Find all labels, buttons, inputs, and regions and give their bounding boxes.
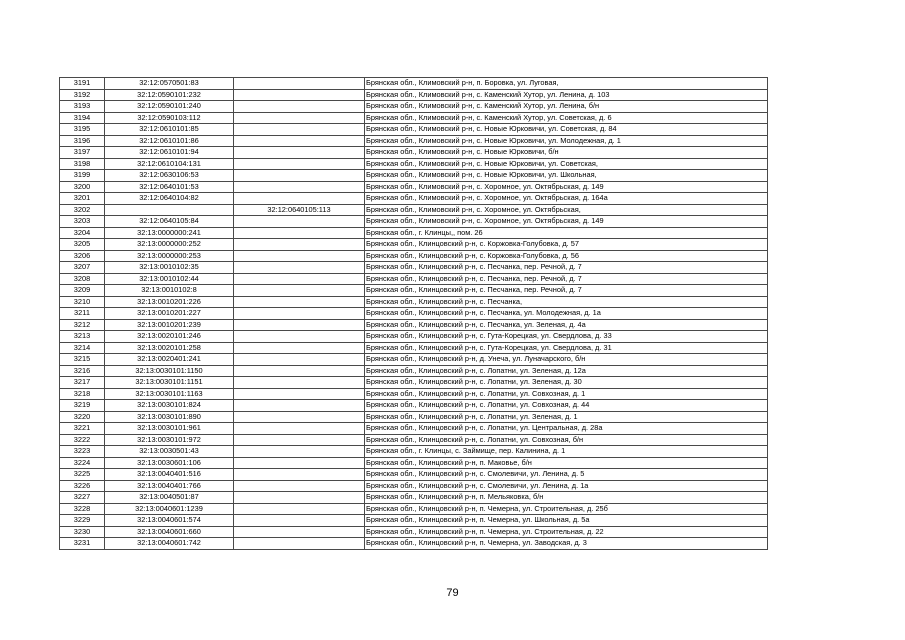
row-number: 3231 <box>60 538 105 550</box>
row-number: 3219 <box>60 400 105 412</box>
table-row <box>60 331 768 343</box>
cadastral-number-alt <box>234 411 365 423</box>
cadastral-number: 32:12:0570501:83 <box>105 78 234 90</box>
address: Брянская обл., Климовский р-н, с. Хоромное, ул. Октябрьская, д. 164а <box>365 193 768 205</box>
cadastral-number-alt <box>234 296 365 308</box>
cadastral-number <box>105 204 234 216</box>
address: Брянская обл., Клинцовский р-н, с. Лопатни, ул. Совхозная, б/н <box>365 434 768 446</box>
row-number: 3209 <box>60 285 105 297</box>
cadastral-number: 32:13:0010201:239 <box>105 319 234 331</box>
cadastral-number-alt <box>234 181 365 193</box>
row-number: 3203 <box>60 216 105 228</box>
cadastral-number-alt <box>234 480 365 492</box>
row-number: 3226 <box>60 480 105 492</box>
cadastral-number-alt <box>234 273 365 285</box>
table-row <box>60 250 768 262</box>
cadastral-number: 32:13:0030101:972 <box>105 434 234 446</box>
cadastral-number-alt <box>234 526 365 538</box>
cadastral-number: 32:13:0010102:35 <box>105 262 234 274</box>
cadastral-number-alt <box>234 503 365 515</box>
table-row <box>60 503 768 515</box>
cadastral-number: 32:13:0030101:890 <box>105 411 234 423</box>
address: Брянская обл., Клинцовский р-н, с. Лопатни, ул. Зеленая, д. 30 <box>365 377 768 389</box>
address: Брянская обл., Климовский р-н, с. Новые Юрковичи, ул. Молодежная, д. 1 <box>365 135 768 147</box>
address: Брянская обл., Клинцовский р-н, с. Гута-Корецкая, ул. Свердлова, д. 33 <box>365 331 768 343</box>
table-row <box>60 319 768 331</box>
table-row <box>60 170 768 182</box>
address: Брянская обл., Клинцовский р-н, с. Лопатни, ул. Совхозная, д. 1 <box>365 388 768 400</box>
address: Брянская обл., Клинцовский р-н, п. Маковье, б/н <box>365 457 768 469</box>
cadastral-number: 32:12:0590101:232 <box>105 89 234 101</box>
cadastral-number-alt <box>234 342 365 354</box>
cadastral-number-alt <box>234 331 365 343</box>
row-number: 3225 <box>60 469 105 481</box>
table-row <box>60 388 768 400</box>
cadastral-number-alt <box>234 135 365 147</box>
table-row <box>60 193 768 205</box>
table-row <box>60 89 768 101</box>
cadastral-number-alt <box>234 262 365 274</box>
cadastral-number-alt <box>234 434 365 446</box>
table-row <box>60 227 768 239</box>
address: Брянская обл., Климовский р-н, п. Боровка, ул. Луговая, <box>365 78 768 90</box>
cadastral-number: 32:12:0640105:84 <box>105 216 234 228</box>
address: Брянская обл., Клинцовский р-н, п. Чемерна, ул. Школьная, д. 5а <box>365 515 768 527</box>
row-number: 3202 <box>60 204 105 216</box>
cadastral-number-alt <box>234 101 365 113</box>
table-row <box>60 262 768 274</box>
address: Брянская обл., Климовский р-н, с. Новые Юрковичи, ул. Школьная, <box>365 170 768 182</box>
cadastral-number-alt <box>234 457 365 469</box>
cadastral-number-alt <box>234 250 365 262</box>
cadastral-number: 32:13:0000000:241 <box>105 227 234 239</box>
cadastral-number-alt <box>234 89 365 101</box>
table-row <box>60 480 768 492</box>
address: Брянская обл., Клинцовский р-н, п. Чемерна, ул. Строительная, д. 22 <box>365 526 768 538</box>
cadastral-number: 32:12:0590103:112 <box>105 112 234 124</box>
row-number: 3191 <box>60 78 105 90</box>
address: Брянская обл., Клинцовский р-н, с. Лопатни, ул. Зеленая, д. 12а <box>365 365 768 377</box>
cadastral-number: 32:13:0010102:44 <box>105 273 234 285</box>
cadastral-number-alt <box>234 170 365 182</box>
cadastral-number: 32:13:0040401:766 <box>105 480 234 492</box>
address: Брянская обл., г. Клинцы, с. Займище, пер. Калинина, д. 1 <box>365 446 768 458</box>
row-number: 3208 <box>60 273 105 285</box>
table-row <box>60 308 768 320</box>
cadastral-number: 32:13:0010201:226 <box>105 296 234 308</box>
address: Брянская обл., Клинцовский р-н, п. Чемерна, ул. Заводская, д. 3 <box>365 538 768 550</box>
table-row <box>60 342 768 354</box>
row-number: 3211 <box>60 308 105 320</box>
cadastral-number-alt <box>234 308 365 320</box>
cadastral-number: 32:13:0020401:241 <box>105 354 234 366</box>
row-number: 3206 <box>60 250 105 262</box>
row-number: 3199 <box>60 170 105 182</box>
cadastral-number: 32:12:0610104:131 <box>105 158 234 170</box>
cadastral-number: 32:12:0610101:94 <box>105 147 234 159</box>
table-row <box>60 515 768 527</box>
cadastral-number-alt <box>234 216 365 228</box>
cadastral-number-alt <box>234 446 365 458</box>
table-row <box>60 492 768 504</box>
cadastral-number: 32:12:0630106:53 <box>105 170 234 182</box>
cadastral-number-alt <box>234 158 365 170</box>
row-number: 3214 <box>60 342 105 354</box>
cadastral-number-alt <box>234 239 365 251</box>
cadastral-number: 32:13:0000000:252 <box>105 239 234 251</box>
cadastral-number-alt <box>234 124 365 136</box>
table-row <box>60 216 768 228</box>
address: Брянская обл., г. Клинцы,, пом. 26 <box>365 227 768 239</box>
cadastral-number: 32:13:0040401:516 <box>105 469 234 481</box>
cadastral-number-alt <box>234 515 365 527</box>
row-number: 3194 <box>60 112 105 124</box>
address: Брянская обл., Климовский р-н, с. Хоромное, ул. Октябрьская, д. 149 <box>365 181 768 193</box>
cadastral-number: 32:13:0020101:258 <box>105 342 234 354</box>
table-row <box>60 526 768 538</box>
cadastral-number-alt <box>234 365 365 377</box>
row-number: 3196 <box>60 135 105 147</box>
table-row <box>60 204 768 216</box>
row-number: 3220 <box>60 411 105 423</box>
address: Брянская обл., Климовский р-н, с. Каменский Хутор, ул. Ленина, б/н <box>365 101 768 113</box>
table-row <box>60 411 768 423</box>
cadastral-number-alt <box>234 377 365 389</box>
table-row <box>60 457 768 469</box>
row-number: 3221 <box>60 423 105 435</box>
row-number: 3216 <box>60 365 105 377</box>
table-row <box>60 101 768 113</box>
cadastral-number: 32:13:0010201:227 <box>105 308 234 320</box>
cadastral-number-alt <box>234 112 365 124</box>
cadastral-number: 32:12:0590101:240 <box>105 101 234 113</box>
table-row <box>60 400 768 412</box>
row-number: 3207 <box>60 262 105 274</box>
table-row <box>60 273 768 285</box>
table-row <box>60 296 768 308</box>
cadastral-number-alt <box>234 354 365 366</box>
cadastral-number: 32:13:0040601:742 <box>105 538 234 550</box>
address: Брянская обл., Клинцовский р-н, п. Чемерна, ул. Строительная, д. 25б <box>365 503 768 515</box>
address: Брянская обл., Клинцовский р-н, с. Песчанка, пер. Речной, д. 7 <box>365 273 768 285</box>
row-number: 3201 <box>60 193 105 205</box>
row-number: 3227 <box>60 492 105 504</box>
table-row <box>60 469 768 481</box>
address: Брянская обл., Климовский р-н, с. Новые Юрковичи, б/н <box>365 147 768 159</box>
table-row <box>60 147 768 159</box>
cadastral-number: 32:12:0640101:53 <box>105 181 234 193</box>
table-row <box>60 354 768 366</box>
row-number: 3230 <box>60 526 105 538</box>
table-row <box>60 365 768 377</box>
row-number: 3197 <box>60 147 105 159</box>
cadastral-number: 32:13:0030101:1150 <box>105 365 234 377</box>
row-number: 3217 <box>60 377 105 389</box>
row-number: 3192 <box>60 89 105 101</box>
table-row <box>60 538 768 550</box>
register-table <box>59 77 768 550</box>
address: Брянская обл., Клинцовский р-н, п. Мельяковка, б/н <box>365 492 768 504</box>
cadastral-number-alt <box>234 492 365 504</box>
row-number: 3228 <box>60 503 105 515</box>
cadastral-number: 32:13:0020101:246 <box>105 331 234 343</box>
row-number: 3193 <box>60 101 105 113</box>
cadastral-number-alt <box>234 78 365 90</box>
table-row <box>60 181 768 193</box>
table-row <box>60 446 768 458</box>
address: Брянская обл., Клинцовский р-н, с. Смолевичи, ул. Ленина, д. 5 <box>365 469 768 481</box>
cadastral-number: 32:12:0610101:85 <box>105 124 234 136</box>
page-number: 79 <box>446 587 459 599</box>
address: Брянская обл., Климовский р-н, с. Хоромное, ул. Октябрьская, <box>365 204 768 216</box>
cadastral-number: 32:13:0010102:8 <box>105 285 234 297</box>
row-number: 3218 <box>60 388 105 400</box>
row-number: 3213 <box>60 331 105 343</box>
address: Брянская обл., Клинцовский р-н, с. Песчанка, пер. Речной, д. 7 <box>365 262 768 274</box>
address: Брянская обл., Клинцовский р-н, с. Песчанка, ул. Молодежная, д. 1а <box>365 308 768 320</box>
table-row <box>60 135 768 147</box>
table-row <box>60 239 768 251</box>
cadastral-number: 32:13:0030601:106 <box>105 457 234 469</box>
cadastral-number-alt <box>234 400 365 412</box>
cadastral-number-alt <box>234 469 365 481</box>
address: Брянская обл., Клинцовский р-н, с. Песчанка, ул. Зеленая, д. 4а <box>365 319 768 331</box>
table-row <box>60 124 768 136</box>
address: Брянская обл., Клинцовский р-н, с. Лопатни, ул. Центральная, д. 28а <box>365 423 768 435</box>
row-number: 3205 <box>60 239 105 251</box>
table-row <box>60 158 768 170</box>
row-number: 3210 <box>60 296 105 308</box>
cadastral-number-alt <box>234 319 365 331</box>
cadastral-number: 32:13:0030501:43 <box>105 446 234 458</box>
table-row <box>60 78 768 90</box>
cadastral-number: 32:13:0000000:253 <box>105 250 234 262</box>
address: Брянская обл., Климовский р-н, с. Новые Юрковичи, ул. Советская, <box>365 158 768 170</box>
address: Брянская обл., Климовский р-н, с. Каменский Хутор, ул. Ленина, д. 103 <box>365 89 768 101</box>
cadastral-number: 32:13:0040601:1239 <box>105 503 234 515</box>
cadastral-number: 32:13:0040601:660 <box>105 526 234 538</box>
address: Брянская обл., Климовский р-н, с. Каменский Хутор, ул. Советская, д. 6 <box>365 112 768 124</box>
address: Брянская обл., Климовский р-н, с. Новые Юрковичи, ул. Советская, д. 84 <box>365 124 768 136</box>
cadastral-number-alt <box>234 423 365 435</box>
cadastral-number: 32:13:0030101:824 <box>105 400 234 412</box>
register-table-body <box>60 78 768 550</box>
address: Брянская обл., Клинцовский р-н, с. Лопатни, ул. Зеленая, д. 1 <box>365 411 768 423</box>
row-number: 3215 <box>60 354 105 366</box>
cadastral-number: 32:13:0030101:1151 <box>105 377 234 389</box>
row-number: 3212 <box>60 319 105 331</box>
address: Брянская обл., Клинцовский р-н, с. Коржовка-Голубовка, д. 56 <box>365 250 768 262</box>
table-row <box>60 423 768 435</box>
address: Брянская обл., Клинцовский р-н, с. Песчанка, <box>365 296 768 308</box>
cadastral-number: 32:13:0040501:87 <box>105 492 234 504</box>
address: Брянская обл., Клинцовский р-н, с. Гута-Корецкая, ул. Свердлова, д. 31 <box>365 342 768 354</box>
cadastral-number: 32:13:0030101:961 <box>105 423 234 435</box>
table-row <box>60 434 768 446</box>
cadastral-number-alt <box>234 388 365 400</box>
row-number: 3204 <box>60 227 105 239</box>
row-number: 3198 <box>60 158 105 170</box>
cadastral-number-alt: 32:12:0640105:113 <box>234 204 365 216</box>
table-row <box>60 112 768 124</box>
address: Брянская обл., Клинцовский р-н, с. Смолевичи, ул. Ленина, д. 1а <box>365 480 768 492</box>
address: Брянская обл., Климовский р-н, с. Хоромное, ул. Октябрьская, д. 149 <box>365 216 768 228</box>
address: Брянская обл., Клинцовский р-н, д. Унеча, ул. Луначарского, б/н <box>365 354 768 366</box>
address: Брянская обл., Клинцовский р-н, с. Коржовка-Голубовка, д. 57 <box>365 239 768 251</box>
table-row <box>60 377 768 389</box>
cadastral-number-alt <box>234 193 365 205</box>
row-number: 3229 <box>60 515 105 527</box>
cadastral-number: 32:12:0610101:86 <box>105 135 234 147</box>
cadastral-number: 32:13:0040601:574 <box>105 515 234 527</box>
cadastral-number-alt <box>234 285 365 297</box>
table-row <box>60 285 768 297</box>
cadastral-number-alt <box>234 227 365 239</box>
address: Брянская обл., Клинцовский р-н, с. Лопатни, ул. Совхозная, д. 44 <box>365 400 768 412</box>
row-number: 3223 <box>60 446 105 458</box>
row-number: 3222 <box>60 434 105 446</box>
row-number: 3195 <box>60 124 105 136</box>
cadastral-number: 32:13:0030101:1163 <box>105 388 234 400</box>
cadastral-number-alt <box>234 538 365 550</box>
row-number: 3224 <box>60 457 105 469</box>
row-number: 3200 <box>60 181 105 193</box>
cadastral-number-alt <box>234 147 365 159</box>
cadastral-number: 32:12:0640104:82 <box>105 193 234 205</box>
address: Брянская обл., Клинцовский р-н, с. Песчанка, пер. Речной, д. 7 <box>365 285 768 297</box>
